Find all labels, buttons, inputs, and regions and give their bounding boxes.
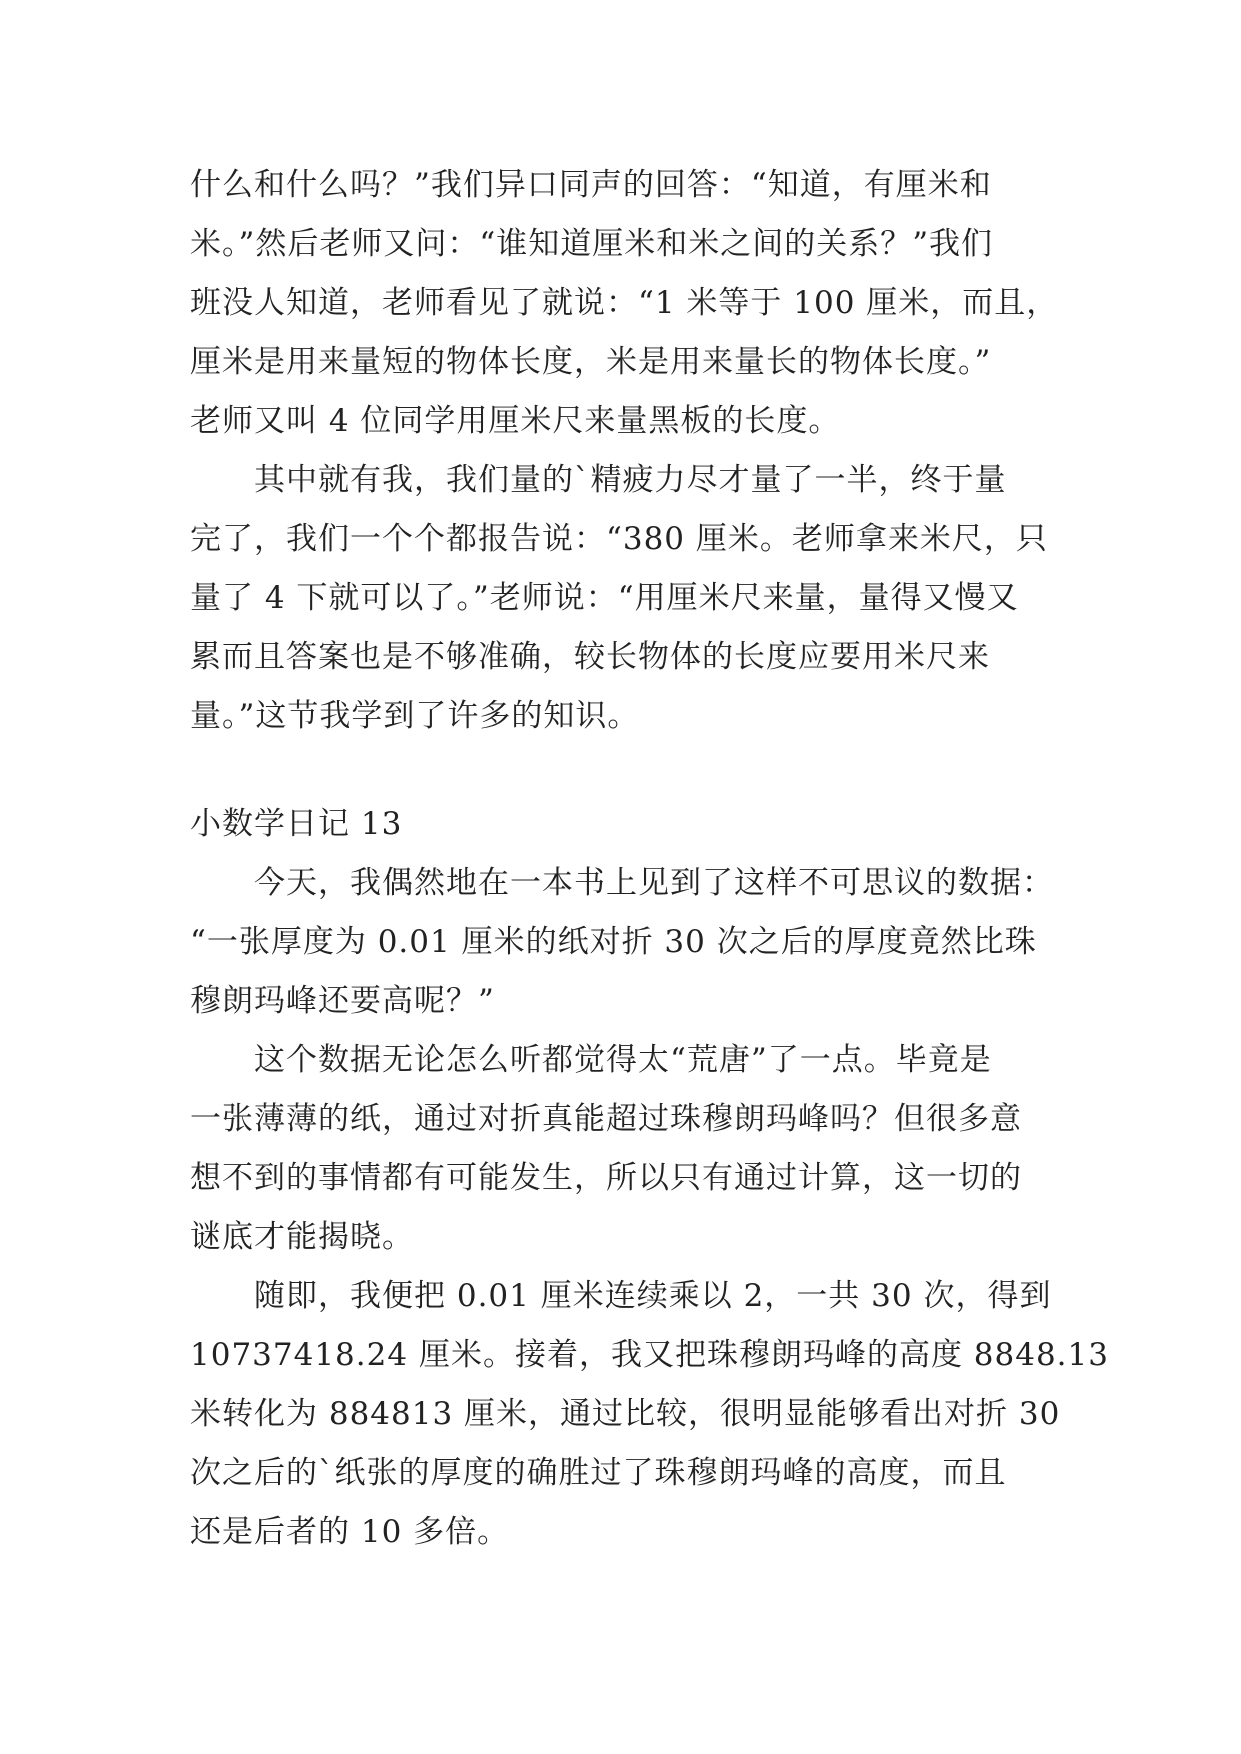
- paragraph-line: 还是后者的 10 多倍。: [190, 1514, 510, 1550]
- paragraph-line: 这个数据无论怎么听都觉得太“荒唐”了一点。毕竟是: [254, 1042, 992, 1078]
- paragraph-line: 班没人知道，老师看见了就说：“1 米等于 100 厘米，而且，: [190, 285, 1059, 321]
- paragraph-line: “一张厚度为 0.01 厘米的纸对折 30 次之后的厚度竟然比珠: [190, 924, 1037, 960]
- paragraph-line: 米。”然后老师又问：“谁知道厘米和米之间的关系？”我们: [190, 226, 994, 262]
- paragraph-line: 厘米是用来量短的物体长度，米是用来量长的物体长度。”: [190, 344, 992, 380]
- paragraph-line: 老师又叫 4 位同学用厘米尺来量黑板的长度。: [190, 403, 841, 439]
- paragraph-line: 其中就有我，我们量的`精疲力尽才量了一半，终于量: [254, 462, 1007, 498]
- paragraph-line: 完了，我们一个个都报告说：“380 厘米。老师拿来米尺，只: [190, 521, 1048, 557]
- diary-continuation: [190, 156, 1070, 746]
- paragraph-line: 累而且答案也是不够准确，较长物体的长度应要用米尺来: [190, 639, 990, 675]
- paragraph-line: 什么和什么吗？”我们异口同声的回答：“知道，有厘米和: [190, 167, 992, 203]
- paragraph-line: 谜底才能揭晓。: [190, 1219, 414, 1255]
- diary-title: 小数学日记 13: [190, 806, 403, 842]
- paragraph-line: 随即，我便把 0.01 厘米连续乘以 2，一共 30 次，得到: [254, 1278, 1052, 1314]
- paragraph-line: 次之后的`纸张的厚度的确胜过了珠穆朗玛峰的高度，而且: [190, 1455, 1007, 1491]
- diary-13: [190, 795, 1109, 1562]
- paragraph-line: 今天，我偶然地在一本书上见到了这样不可思议的数据：: [254, 865, 1054, 901]
- paragraph-line: 米转化为 884813 厘米，通过比较，很明显能够看出对折 30: [190, 1396, 1061, 1432]
- paragraph-line: 一张薄薄的纸，通过对折真能超过珠穆朗玛峰吗？但很多意: [190, 1101, 1022, 1137]
- paragraph-line: 想不到的事情都有可能发生，所以只有通过计算，这一切的: [190, 1160, 1022, 1196]
- paragraph-line: 量。”这节我学到了许多的知识。: [190, 698, 640, 734]
- paragraph-line: 穆朗玛峰还要高呢？”: [190, 983, 495, 1019]
- paragraph-line: 10737418.24 厘米。接着，我又把珠穆朗玛峰的高度 8848.13: [190, 1337, 1109, 1373]
- paragraph-line: 量了 4 下就可以了。”老师说：“用厘米尺来量，量得又慢又: [190, 580, 1019, 616]
